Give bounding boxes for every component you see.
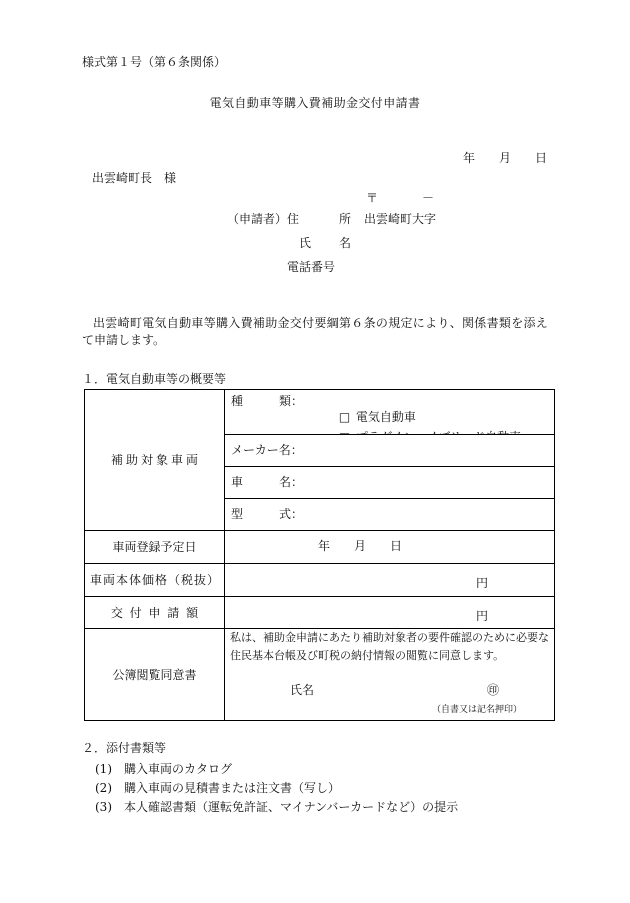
applicant-role-label: （申請者） (227, 212, 288, 226)
vehicle-type-option-label: 電気自動車 (355, 410, 416, 424)
seal-note: （自書又は記名押印） (432, 705, 523, 715)
registration-date-header-cell (84, 530, 225, 564)
vehicle-header-cell (84, 389, 225, 531)
seal-mark: ㊞ (487, 683, 500, 697)
vehicle-type-cell (224, 389, 555, 435)
addressee: 出雲崎町長 様 (92, 171, 177, 185)
consent-name-label: 氏名 (290, 683, 315, 697)
requested-amount-header: 交 付 申 請 額 (110, 605, 200, 620)
vehicle-header: 補助対象車両 (110, 453, 201, 467)
requested-amount-header-cell (84, 596, 225, 629)
vehicle-price-header: 車両本体価格（税抜） (89, 573, 220, 587)
body-line-1: 出雲崎町電気自動車等購入費補助金交付要綱第６条の規定により、関係書類を添え (93, 316, 549, 330)
section-1-heading: １．電気自動車等の概要等 (82, 372, 227, 386)
maker-cell (224, 434, 555, 467)
consent-header: 公簿閲覧同意書 (112, 667, 197, 682)
attachment-item-text: 購入車両の見積書または注文書（写し） (124, 781, 341, 795)
form-number: 様式第１号（第６条関係） (82, 55, 227, 69)
consent-header-cell (84, 628, 225, 721)
vehicle-type-label: 種 類： (231, 394, 304, 408)
car-name-cell (224, 466, 555, 499)
checkbox-icon: □ (338, 410, 351, 424)
vehicle-price-cell (224, 563, 555, 597)
vehicle-price-header-cell (84, 563, 225, 597)
model-label: 型 式： (231, 507, 304, 521)
section-2-heading: ２．添付書類等 (82, 741, 167, 755)
registration-date-header: 車両登録予定日 (112, 540, 197, 554)
model-cell (224, 498, 555, 531)
attachment-item-number: (3) (95, 800, 112, 814)
registration-date-cell (224, 530, 555, 564)
consent-cell (224, 628, 555, 721)
maker-label: メーカー名： (231, 443, 303, 457)
attachment-item-number: (2) (95, 781, 112, 795)
document-title: 電気自動車等購入費補助金交付申請書 (209, 96, 421, 110)
phone-label: 電話番号 (287, 260, 336, 274)
address-label-first: 住 (287, 212, 300, 226)
car-name-label: 車 名： (231, 475, 304, 489)
registration-date-value: 年 月 日 (318, 539, 403, 553)
requested-amount-cell (224, 596, 555, 629)
name-label-second: 名 (339, 236, 352, 250)
address-label-second: 所 (339, 212, 352, 226)
vehicle-overview-table (84, 389, 555, 721)
name-label-first: 氏 (299, 236, 312, 250)
address-value: 出雲崎町大字 (364, 212, 437, 226)
postal-dash: － (422, 191, 435, 205)
requested-amount-unit: 円 (476, 609, 489, 623)
attachment-item-text: 本人確認書類（運転免許証、マイナンバーカードなど）の提示 (124, 800, 459, 814)
attachment-item-text: 購入車両のカタログ (124, 762, 233, 776)
postal-mark: 〒 (366, 191, 379, 205)
attachment-item-number: (1) (95, 762, 112, 776)
submission-date: 年 月 日 (463, 151, 548, 165)
vehicle-price-unit: 円 (476, 576, 489, 590)
body-line-2: て申請します。 (82, 333, 166, 347)
consent-statement-line-1: 私は、補助金申請にあたり補助対象者の要件確認のために必要な (230, 631, 549, 644)
consent-statement-line-2: 住民基本台帳及び町税の納付情報の閲覧に同意します。 (230, 649, 505, 662)
